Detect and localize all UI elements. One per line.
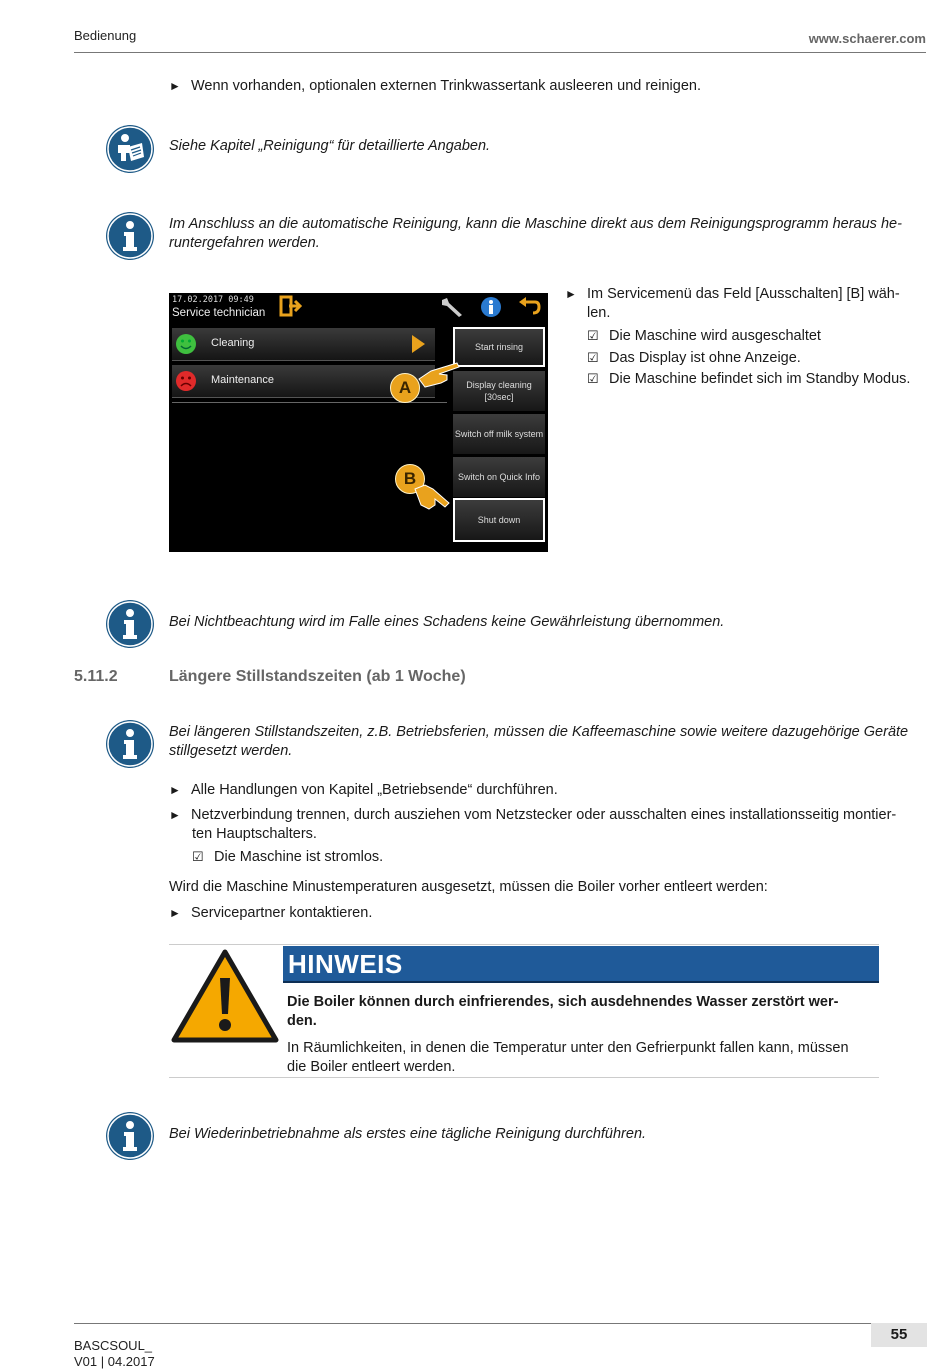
paragraph-frost: Wird die Maschine Minustemperaturen ausgesetzt, müssen die Boiler vorher entleert werden: bbox=[169, 879, 768, 895]
info-screen-icon[interactable] bbox=[480, 296, 502, 318]
start-rinsing-button[interactable]: Start rinsing bbox=[453, 327, 545, 367]
info-icon bbox=[106, 600, 154, 648]
back-icon[interactable] bbox=[517, 296, 541, 318]
menu-row-cleaning[interactable] bbox=[172, 328, 435, 361]
warning-icon bbox=[170, 948, 280, 1044]
note-cleaning-reference: Siehe Kapitel „Reinigung“ für detaillierte Angaben. bbox=[169, 138, 491, 154]
smiley-happy-icon bbox=[175, 333, 197, 355]
menu-row-label: Maintenance bbox=[211, 374, 274, 386]
note-recommissioning: Bei Wiederinbetriebnahme als erstes eine tägliche Reinigung durchführen. bbox=[169, 1126, 647, 1142]
notice-text-line: In Räumlichkeiten, in denen die Temperatur unter den Gefrierpunkt fallen kann, müssen bbox=[287, 1040, 849, 1056]
pointing-hand-icon bbox=[417, 361, 463, 391]
pointing-hand-icon bbox=[413, 483, 455, 513]
arrow-icon: ► bbox=[169, 906, 181, 920]
arrow-icon: ► bbox=[565, 287, 577, 301]
smiley-sad-icon bbox=[175, 370, 197, 392]
step-end-of-operation: ► Alle Handlungen von Kapitel „Betriebsende“ durchführen. bbox=[169, 782, 558, 798]
footer-divider bbox=[74, 1323, 926, 1324]
checkbox-icon: ☑ bbox=[587, 350, 599, 365]
notice-bottom-rule bbox=[169, 1077, 879, 1078]
checkbox-icon: ☑ bbox=[587, 371, 599, 386]
arrow-icon: ► bbox=[169, 808, 181, 822]
header-section: Bedienung bbox=[74, 28, 137, 43]
result-item: ☑ Die Maschine befindet sich im Standby Modus. bbox=[587, 371, 911, 387]
section-number: 5.11.2 bbox=[74, 668, 118, 685]
notice-bold-line: den. bbox=[287, 1013, 317, 1029]
step-text: Wenn vorhanden, optionalen externen Trinkwassertank ausleeren und reinigen. bbox=[191, 78, 701, 94]
note-shutdown-after-cleaning: Im Anschluss an die automatische Reinigung, kann die Maschine direkt aus dem Reinigungsprogramm heraus he-runtergefahren werden. bbox=[169, 216, 902, 251]
service-menu-screenshot bbox=[169, 293, 548, 552]
marker-a: A bbox=[390, 373, 420, 403]
info-icon bbox=[106, 720, 154, 768]
info-icon bbox=[106, 1112, 154, 1160]
info-icon bbox=[106, 212, 154, 260]
header-divider bbox=[74, 52, 926, 53]
shut-down-button[interactable]: Shut down bbox=[453, 498, 545, 542]
wrench-icon[interactable] bbox=[439, 296, 465, 318]
page-number: 55 bbox=[871, 1323, 927, 1347]
exit-icon[interactable] bbox=[279, 295, 303, 317]
checkbox-icon: ☑ bbox=[192, 849, 204, 864]
note-long-downtime: Bei längeren Stillstandszeiten, z.B. Betriebsferien, müssen die Kaffeemaschine sowie weitere dazugehörige Geräte stillgesetzt werden. bbox=[169, 724, 909, 759]
section-title: Längere Stillstandszeiten (ab 1 Woche) bbox=[169, 668, 466, 685]
arrow-icon: ► bbox=[169, 783, 181, 797]
step-text-cont: ten Hauptschalters. bbox=[192, 826, 317, 842]
notice-text-line: die Boiler entleert werden. bbox=[287, 1059, 456, 1075]
notice-title: HINWEIS bbox=[288, 949, 403, 979]
step-select-shutdown bbox=[565, 285, 900, 304]
step-text: Im Servicemenü das Feld [Ausschalten] [B] wäh- bbox=[587, 286, 900, 302]
screen-timestamp: 17.02.2017 09:49 bbox=[172, 295, 254, 305]
notice-top-rule bbox=[169, 944, 879, 945]
result-item: ☑ Die Maschine wird ausgeschaltet bbox=[587, 328, 821, 344]
step-text-cont: len. bbox=[587, 305, 611, 321]
display-cleaning-button[interactable]: Display cleaning [30sec] bbox=[453, 371, 545, 411]
menu-row-label: Cleaning bbox=[211, 337, 255, 349]
switch-off-milk-button[interactable]: Switch off milk system bbox=[453, 414, 545, 454]
arrow-icon: ► bbox=[169, 79, 181, 93]
notice-bold-line: Die Boiler können durch einfrierendes, sich ausdehnendes Wasser zerstört wer- bbox=[287, 994, 839, 1010]
note-warranty: Bei Nichtbeachtung wird im Falle eines Schadens keine Gewährleistung übernommen. bbox=[169, 614, 725, 630]
screen-title: Service technician bbox=[172, 307, 266, 319]
play-icon bbox=[410, 334, 426, 354]
result-item: ☑ Die Maschine ist stromlos. bbox=[192, 849, 384, 865]
footer-doc-id: BASCSOUL_ bbox=[74, 1338, 153, 1353]
switch-on-quick-info-button[interactable]: Switch on Quick Info bbox=[453, 457, 545, 497]
result-item: ☑ Das Display ist ohne Anzeige. bbox=[587, 350, 801, 366]
step-empty-tank bbox=[169, 77, 701, 96]
marker-b: B bbox=[395, 464, 425, 494]
header-website[interactable]: www.schaerer.com bbox=[808, 31, 926, 46]
checkbox-icon: ☑ bbox=[587, 328, 599, 343]
footer-version: V01 | 04.2017 bbox=[74, 1354, 155, 1369]
manual-icon bbox=[106, 125, 154, 173]
step-contact-service: ► Servicepartner kontaktieren. bbox=[169, 905, 373, 921]
step-disconnect-power: ► Netzverbindung trennen, durch ausziehen vom Netzstecker oder ausschalten eines installationsseitig montier- bbox=[169, 807, 897, 823]
